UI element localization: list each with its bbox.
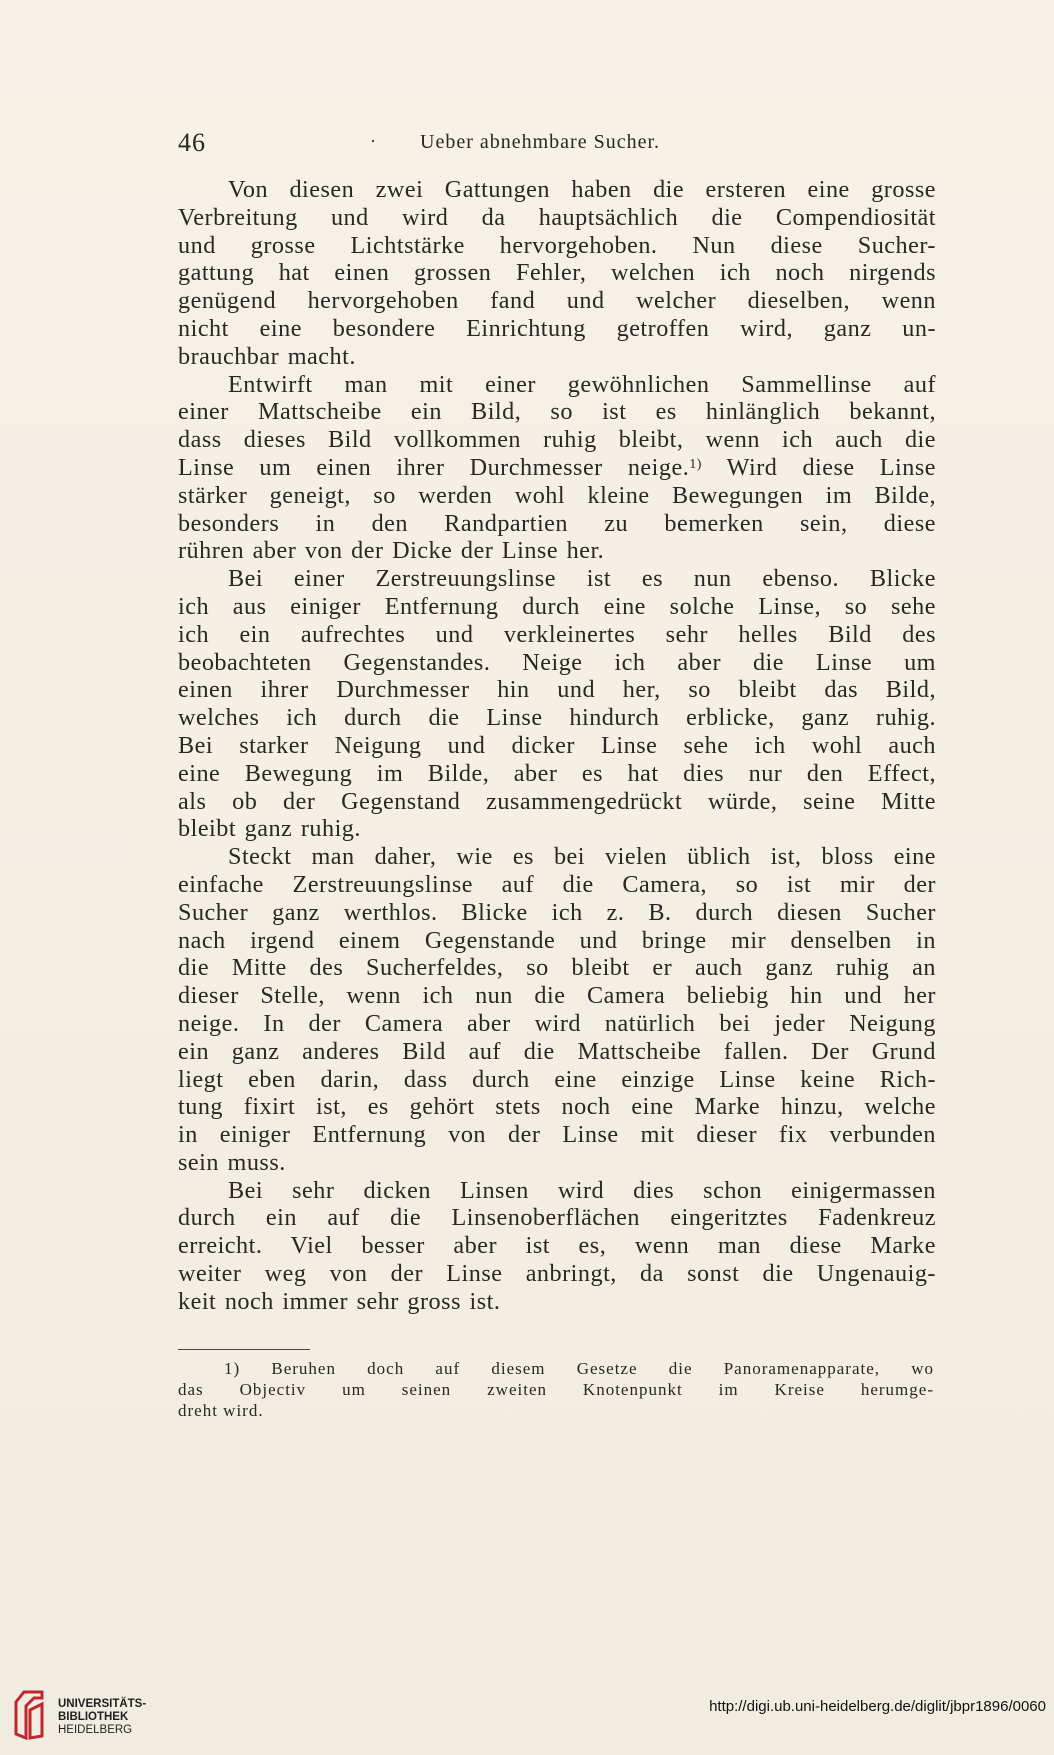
text-line: Von diesen zwei Gattungen haben die ersteren eine grosse: [228, 176, 936, 203]
source-url-link[interactable]: http://digi.ub.uni-heidelberg.de/diglit/jbpr1896/0060: [709, 1698, 1046, 1715]
text-line: die Mitte des Sucherfeldes, so bleibt er auch ganz ruhig an: [178, 954, 936, 982]
library-logo-svg: [12, 1690, 48, 1740]
digitization-footer: [0, 1686, 1054, 1755]
text-line: besonders in den Randpartien zu bemerken sein, diese: [178, 509, 936, 537]
library-logo-icon: [12, 1690, 48, 1740]
text-line: Bei einer Zerstreuungslinse ist es nun ebenso. Blicke: [228, 565, 936, 593]
text-line: liegt eben darin, dass durch eine einzige Linse keine Rich-: [178, 1065, 936, 1093]
text-line: weiter weg von der Linse anbringt, da sonst die Ungenauig-: [178, 1260, 936, 1288]
text-line: ich ein aufrechtes und verkleinertes sehr helles Bild des: [178, 620, 936, 648]
text-line: durch ein auf die Linsenoberflächen eingeritztes Fadenkreuz: [178, 1204, 936, 1232]
text-line: erreicht. Viel besser aber ist es, wenn man diese Marke: [178, 1232, 936, 1260]
text-line: welches ich durch die Linse hindurch erblicke, ganz ruhig.: [178, 704, 936, 732]
text-line: keit noch immer sehr gross ist.: [178, 1287, 501, 1315]
page-header: [178, 128, 700, 160]
footnote-line: das Objectiv um seinen zweiten Knotenpunkt im Kreise herumge-: [178, 1380, 934, 1399]
text-line: Bei sehr dicken Linsen wird dies schon einigermassen: [228, 1176, 936, 1204]
text-line: stärker geneigt, so werden wohl kleine Bewegungen im Bilde,: [178, 481, 936, 509]
body-text: [178, 176, 936, 1316]
text-line: einer Mattscheibe ein Bild, so ist es hinlänglich bekannt,: [178, 398, 936, 426]
text-line: gattung hat einen grossen Fehler, welchen ich noch nirgends: [178, 259, 936, 287]
text-line: als ob der Gegenstand zusammengedrückt würde, seine Mitte: [178, 787, 936, 815]
text-line: beobachteten Gegenstandes. Neige ich aber die Linse um: [178, 648, 936, 676]
text-line: sein muss.: [178, 1148, 286, 1176]
footnote-line: dreht wird.: [178, 1401, 264, 1420]
footnote-reference: 1): [689, 456, 702, 472]
page-number: 46: [178, 128, 206, 157]
text-line: in einiger Entfernung von der Linse mit dieser fix verbunden: [178, 1121, 936, 1149]
text-line: einfache Zerstreuungslinse auf die Camera, so ist mir der: [178, 870, 936, 898]
text-line: Sucher ganz werthlos. Blicke ich z. B. durch diesen Sucher: [178, 898, 936, 926]
footnote-rule: [178, 1349, 310, 1350]
text-line: genügend hervorgehoben fand und welcher dieselben, wenn: [178, 287, 936, 315]
library-name-line: HEIDELBERG: [58, 1724, 133, 1736]
text-line: Entwirft man mit einer gewöhnlichen Sammellinse auf: [228, 370, 936, 398]
text-line: dass dieses Bild vollkommen ruhig bleibt, wenn ich auch die: [178, 426, 936, 454]
text-line: und grosse Lichtstärke hervorgehoben. Nun diese Sucher-: [178, 231, 936, 259]
text-line: Verbreitung und wird da hauptsächlich die Compendiosität: [178, 203, 936, 231]
running-title: Ueber abnehmbare Sucher.: [420, 131, 661, 153]
text-line: brauchbar macht.: [178, 342, 356, 370]
header-separator: ·: [370, 131, 376, 151]
footnote: [178, 1358, 934, 1421]
text-line: tung fixirt ist, es gehört stets noch eine Marke hinzu, welche: [178, 1093, 936, 1121]
text-segment: Wird diese Linse: [701, 453, 936, 481]
text-line: dieser Stelle, wenn ich nun die Camera beliebig hin und her: [178, 982, 936, 1010]
text-line: Steckt man daher, wie es bei vielen üblich ist, bloss eine: [228, 843, 936, 871]
text-line-with-footnote: [178, 454, 936, 482]
text-line: bleibt ganz ruhig.: [178, 815, 361, 843]
library-name-line: UNIVERSITÄTS-: [58, 1698, 147, 1710]
footnote-line: 1) Beruhen doch auf diesem Gesetze die Panoramenapparate, wo: [224, 1359, 934, 1378]
library-name[interactable]: [58, 1698, 146, 1737]
text-line: eine Bewegung im Bilde, aber es hat dies nur den Effect,: [178, 759, 936, 787]
text-segment: Linse um einen ihrer Durchmesser neige.: [178, 453, 690, 481]
text-line: rühren aber von der Dicke der Linse her.: [178, 537, 605, 565]
text-line: einen ihrer Durchmesser hin und her, so bleibt das Bild,: [178, 676, 936, 704]
text-line: ein ganz anderes Bild auf die Mattscheibe fallen. Der Grund: [178, 1037, 936, 1065]
text-line: ich aus einiger Entfernung durch eine solche Linse, so sehe: [178, 592, 936, 620]
text-line: neige. In der Camera aber wird natürlich bei jeder Neigung: [178, 1009, 936, 1037]
text-line: nach irgend einem Gegenstande und bringe mir denselben in: [178, 926, 936, 954]
text-line: Bei starker Neigung und dicker Linse sehe ich wohl auch: [178, 731, 936, 759]
text-line: nicht eine besondere Einrichtung getroffen wird, ganz un-: [178, 314, 936, 342]
library-name-line: BIBLIOTHEK: [58, 1711, 129, 1723]
